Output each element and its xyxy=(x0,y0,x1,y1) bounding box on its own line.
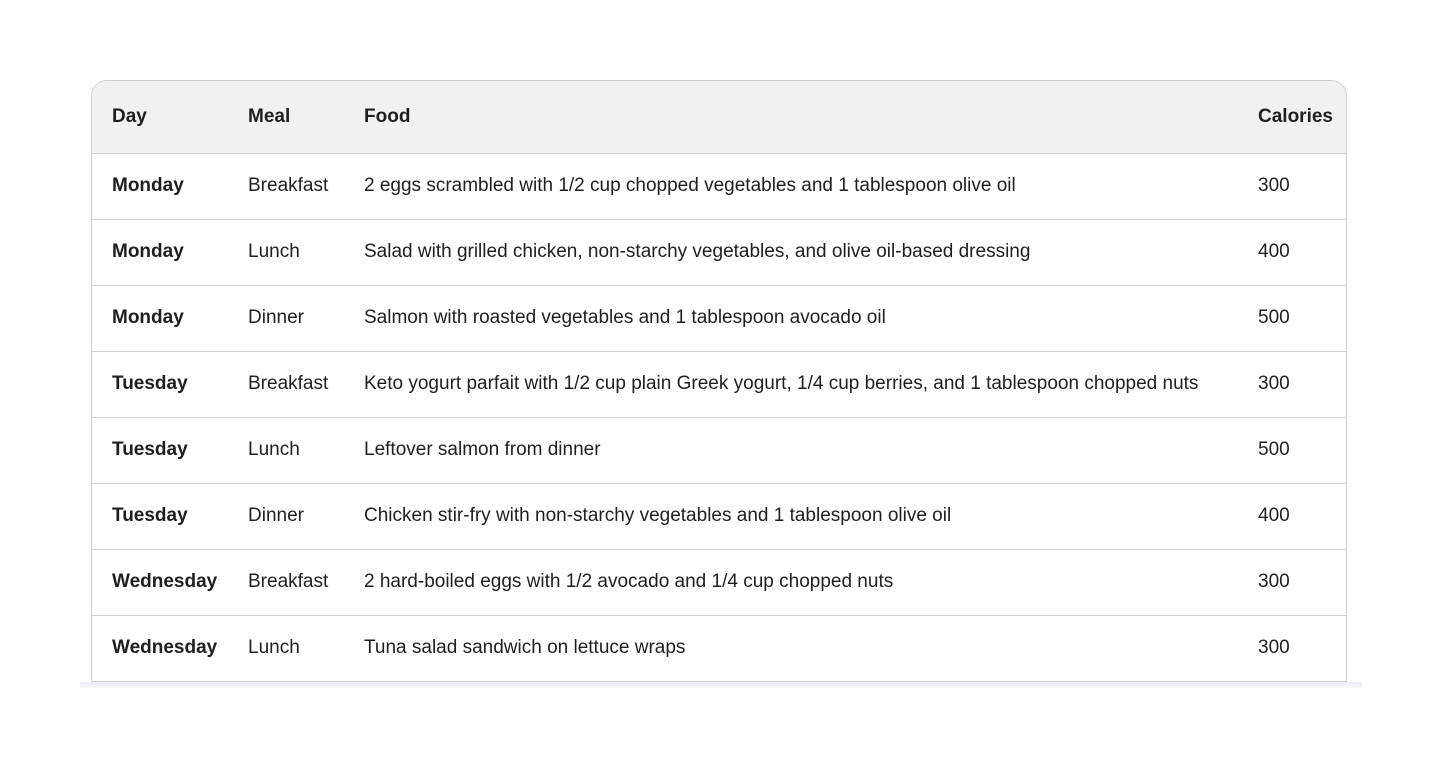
cell-day: Wednesday xyxy=(92,615,228,681)
cell-calories: 400 xyxy=(1240,483,1347,549)
meal-plan-table-container xyxy=(91,80,1347,682)
cell-meal: Lunch xyxy=(228,417,344,483)
cell-day: Monday xyxy=(92,219,228,285)
cell-meal: Dinner xyxy=(228,483,344,549)
table-row xyxy=(92,285,1347,351)
table-scroll-edge xyxy=(80,682,1362,688)
header-row xyxy=(92,81,1347,153)
cell-calories: 300 xyxy=(1240,153,1347,219)
table-row xyxy=(92,153,1347,219)
header-meal: Meal xyxy=(228,81,344,153)
cell-food: Tuna salad sandwich on lettuce wraps xyxy=(344,615,1240,681)
cell-calories: 300 xyxy=(1240,615,1347,681)
table-header xyxy=(92,81,1347,153)
table-row xyxy=(92,351,1347,417)
meal-plan-table xyxy=(92,81,1347,682)
cell-calories: 500 xyxy=(1240,285,1347,351)
cell-calories: 400 xyxy=(1240,219,1347,285)
table-row xyxy=(92,417,1347,483)
cell-meal: Lunch xyxy=(228,219,344,285)
table-row xyxy=(92,483,1347,549)
cell-day: Monday xyxy=(92,153,228,219)
cell-day: Wednesday xyxy=(92,549,228,615)
cell-calories: 300 xyxy=(1240,351,1347,417)
header-calories: Calories xyxy=(1240,81,1347,153)
cell-calories: 500 xyxy=(1240,417,1347,483)
table-row xyxy=(92,615,1347,681)
cell-calories: 300 xyxy=(1240,549,1347,615)
cell-meal: Breakfast xyxy=(228,549,344,615)
cell-day: Tuesday xyxy=(92,483,228,549)
cell-food: Salmon with roasted vegetables and 1 tablespoon avocado oil xyxy=(344,285,1240,351)
cell-meal: Dinner xyxy=(228,285,344,351)
cell-food: Salad with grilled chicken, non-starchy vegetables, and olive oil-based dressing xyxy=(344,219,1240,285)
cell-food: 2 eggs scrambled with 1/2 cup chopped vegetables and 1 tablespoon olive oil xyxy=(344,153,1240,219)
header-food: Food xyxy=(344,81,1240,153)
header-day: Day xyxy=(92,81,228,153)
table-body xyxy=(92,153,1347,681)
cell-food: Chicken stir-fry with non-starchy vegetables and 1 tablespoon olive oil xyxy=(344,483,1240,549)
cell-meal: Breakfast xyxy=(228,351,344,417)
cell-food: Leftover salmon from dinner xyxy=(344,417,1240,483)
cell-food: Keto yogurt parfait with 1/2 cup plain Greek yogurt, 1/4 cup berries, and 1 tablespoon chopped nuts xyxy=(344,351,1240,417)
table-row xyxy=(92,219,1347,285)
cell-food: 2 hard-boiled eggs with 1/2 avocado and 1/4 cup chopped nuts xyxy=(344,549,1240,615)
cell-day: Tuesday xyxy=(92,417,228,483)
cell-day: Monday xyxy=(92,285,228,351)
cell-meal: Breakfast xyxy=(228,153,344,219)
cell-day: Tuesday xyxy=(92,351,228,417)
table-row xyxy=(92,549,1347,615)
cell-meal: Lunch xyxy=(228,615,344,681)
